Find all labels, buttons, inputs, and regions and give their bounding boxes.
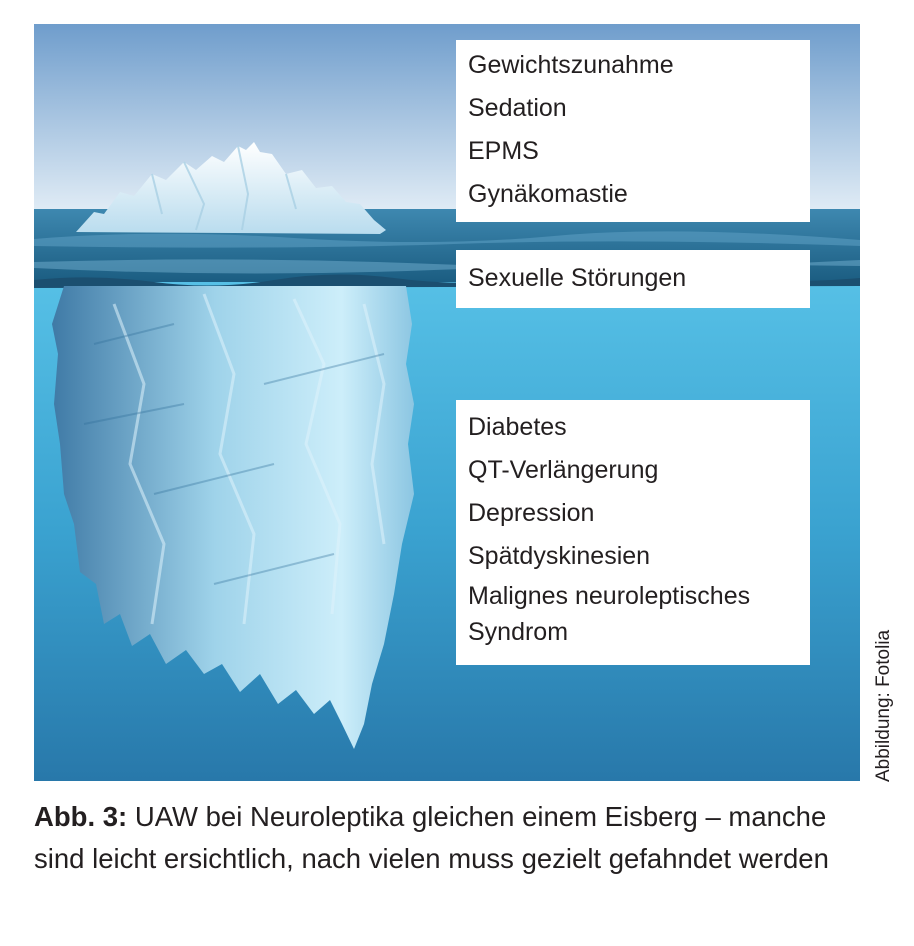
label-spaetdyskinesien: Spätdyskinesien — [468, 542, 651, 570]
label-gewichtszunahme: Gewichtszunahme — [468, 51, 674, 79]
label-sexuelle-stoerungen: Sexuelle Störungen — [468, 264, 687, 292]
label-malignes-neuroleptisches: Malignes neuroleptisches — [468, 582, 751, 610]
visible-side-effects-box — [456, 40, 810, 222]
label-depression: Depression — [468, 499, 595, 527]
iceberg-illustration — [34, 24, 860, 781]
label-epms: EPMS — [468, 137, 539, 165]
label-qt-verlaengerung: QT-Verlängerung — [468, 456, 659, 484]
label-syndrom: Syndrom — [468, 618, 569, 646]
hidden-side-effects-box — [456, 400, 810, 665]
caption-text: UAW bei Neuroleptika gleichen einem Eisberg – manche sind leicht ersichtlich, nach vielen muss gezielt gefahndet werden — [34, 801, 829, 874]
image-credit: Abbildung: Fotolia — [873, 629, 894, 782]
label-sedation: Sedation — [468, 94, 567, 122]
caption-lead: Abb. 3: — [34, 801, 128, 832]
label-gynaekomastie: Gynäkomastie — [468, 180, 628, 208]
figure-caption — [34, 796, 864, 880]
label-diabetes: Diabetes — [468, 413, 567, 441]
waterline-side-effects-box — [456, 250, 810, 308]
